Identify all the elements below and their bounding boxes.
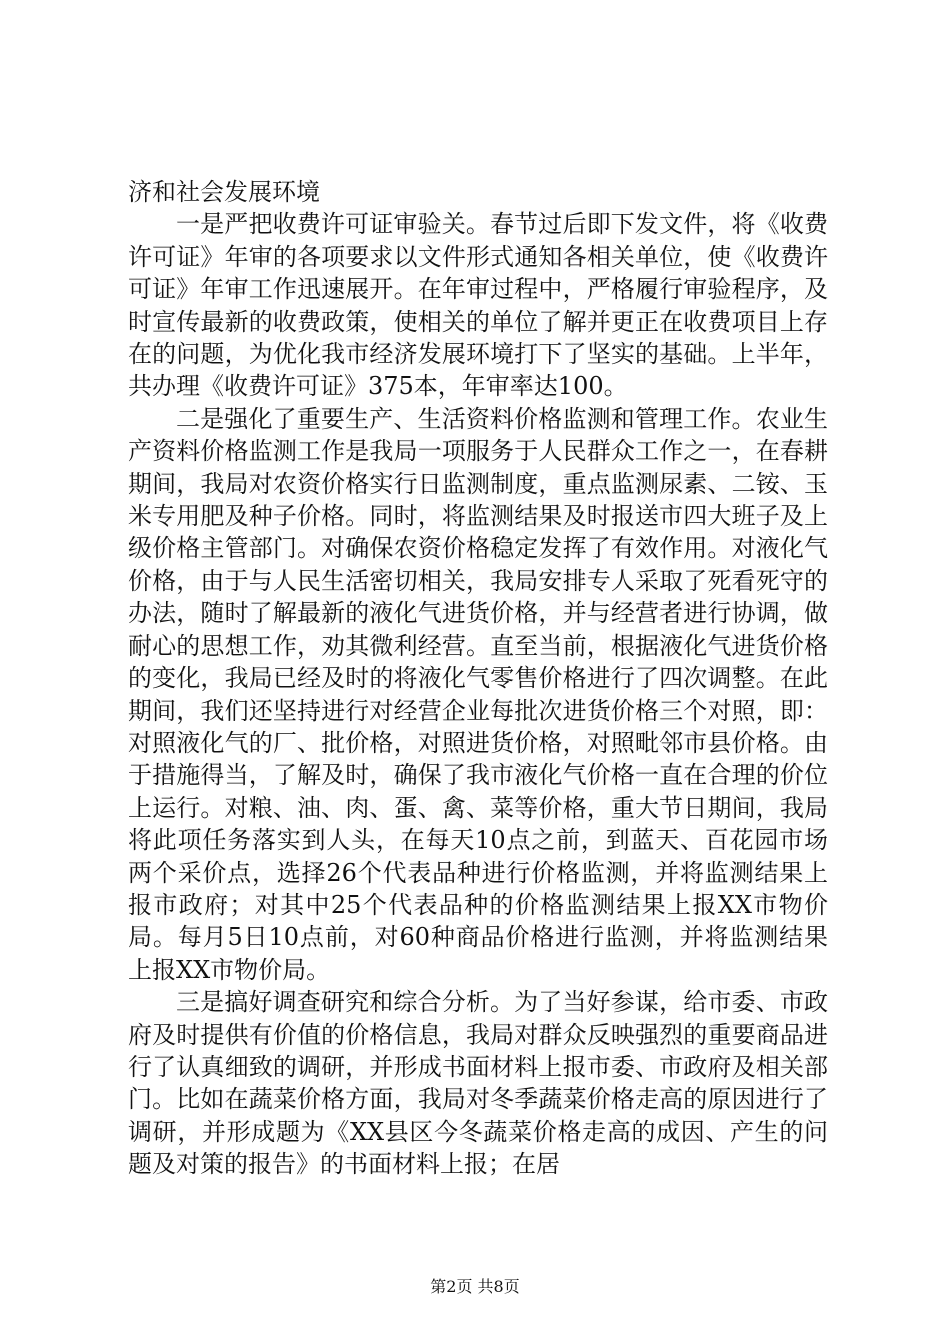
document-body [128, 176, 828, 1181]
paragraph-continuation: 济和社会发展环境 [128, 178, 320, 206]
page-number-footer: 第2页 共8页 [430, 1277, 520, 1296]
paragraph-2: 二是强化了重要生产、生活资料价格监测和管理工作。农业生产资料价格监测工作是我局一项服务于人民群众工作之一，在春耕期间，我局对农资价格实行日监测制度，重点监测尿素、二铵、玉米专用肥及种子价格。同时，将监测结果及时报送市四大班子及上级价格主管部门。对确保农资价格稳定发挥了有效作用。对液化气价格，由于与人民生活密切相关，我局安排专人采取了死看死守的办法，随时了解最新的液化气进货价格，并与经营者进行协调，做耐心的思想工作，劝其微利经营。直至当前，根据液化气进货价格的变化，我局已经及时的将液化气零售价格进行了四次调整。在此期间，我们还坚持进行对经营企业每批次进货价格三个对照，即：对照液化气的厂、批价格，对照进货价格，对照毗邻市县价格。由于措施得当，了解及时，确保了我市液化气价格一直在合理的价位上运行。对粮、油、肉、蛋、禽、菜等价格，重大节日期间，我局将此项任务落实到人头，在每天10点之前，到蓝天、百花园市场两个采价点，选择26个代表品种进行价格监测，并将监测结果上报市政府；对其中25个代表品种的价格监测结果上报XX市物价局。每月5日10点前，对60种商品价格进行监测，并将监测结果上报XX市物价局。 [128, 404, 828, 984]
paragraph-3: 三是搞好调查研究和综合分析。为了当好参谋，给市委、市政府及时提供有价值的价格信息，我局对群众反映强烈的重要商品进行了认真细致的调研，并形成书面材料上报市委、市政府及相关部门。比如在蔬菜价格方面，我局对冬季蔬菜价格走高的原因进行了调研，并形成题为《XX县区今冬蔬菜价格走高的成因、产生的问题及对策的报告》的书面材料上报；在居 [128, 988, 828, 1179]
paragraph-1: 一是严把收费许可证审验关。春节过后即下发文件，将《收费许可证》年审的各项要求以文件形式通知各相关单位，使《收费许可证》年审工作迅速展开。在年审过程中，严格履行审验程序，及时宣传最新的收费政策，使相关的单位了解并更正在收费项目上存在的问题，为优化我市经济发展环境打下了坚实的基础。上半年，共办理《收费许可证》375本，年审率达100。 [128, 210, 828, 401]
